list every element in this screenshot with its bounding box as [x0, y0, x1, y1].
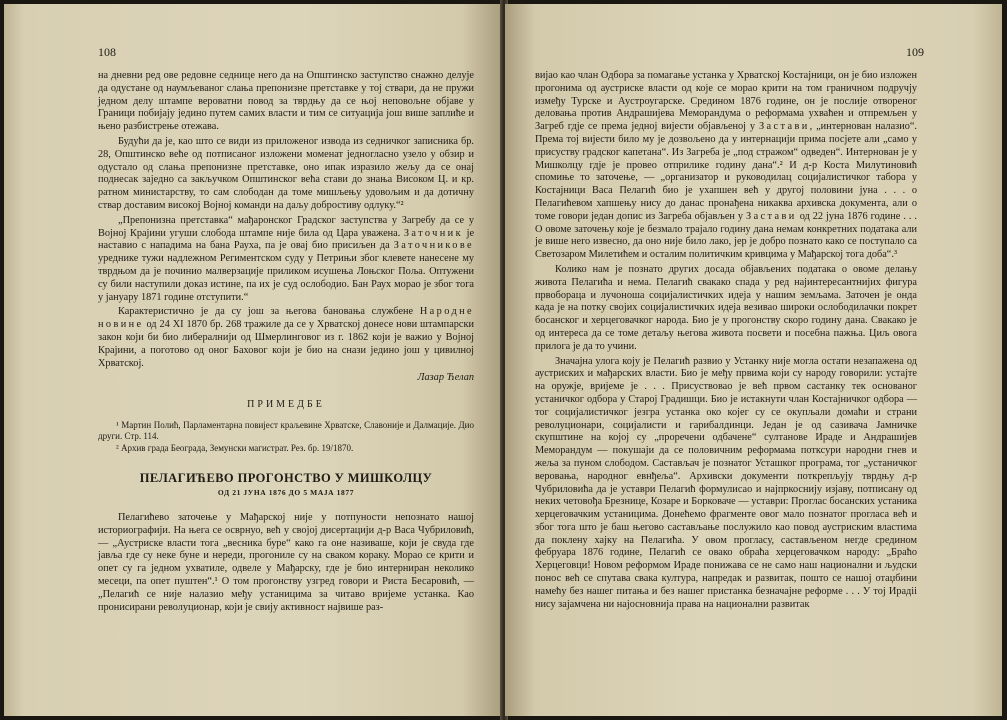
author-signature: Лазар Ћелап [417, 372, 474, 384]
paragraph: Пелагићево заточење у Мађарској није у потпуности непознато нашој историографији. На њега се осврнуо, већ у својој дисертацији д-р Васа Чубриловић, — „Аустриске власти тога „весника буре“ како га оне називаше, који је свуда где јавља где су неке буне и нереди, прогониле су на сваком кораку. Морао се крити и опет су га једном ухватиле, одвеле у Мађарску, где је био интерниран неколико месеци, па опет пуштен“.¹ О том прогонству узгред говори и Риста Бесаровић, — „Пелагић се није налазио међу устаницима за читаво вријеме устанка. Као пронисирани револуционар, који је свију активност највише раз- [98, 512, 474, 613]
right-page [505, 4, 1002, 716]
spaced-word: Застави [758, 121, 810, 133]
article-subtitle: ОД 21 ЈУНА 1876 ДО 5 МАЈА 1877 [217, 488, 355, 498]
page-number: 108 [98, 45, 116, 59]
paragraph: на дневни ред ове редовне седнице него да на Општинско заступство снажно делује да одустане од наумљеваног слања препонизне претставке у тој ствари, да не пружи једном делу штампе вероватни повод за тврдњу да се њој неповољне објаве у Граници побијају једино путем самих власти и тим се ситуација још више заплиће и њено разбистрење отежава. [98, 70, 474, 133]
left-text-column [98, 70, 474, 614]
paragraph: вијао као члан Одбора за помагање устанка у Хрватској Костајници, он је био изложен прогонима од аустриске власти од које се морао крити на том граничном подручју између Турске и Аустроугарске. Средином 1876 године, он је послије отвореног деловања против Андрашијева Меморандума о реформама ухваћен и отпремљен у Загреб гдје се према једној вијести објављеној у Застави, „интернован налазио“. Према тој вијести било му је дозвољено да у интернацији прима посјете али „само у присуству градског капетана“. Из Загреба је „под стражом“ одведен“. Интернован је у Мишколцу гдје је провео отприлике годину дана“.² И д-р Коста Милутиновић спомиње то заточење, — „организатор и руководилац социјалистичког табора у Костајници Васа Пелагић био је ухапшен већ у другој половини јуна . . . о Пелагићевом хапшењу нису до данас пронађена никаква архивска документа, али о томе говори један допис из Загреба објављен у Застави од 22 јуна 1876 године . . . О овоме заточењу које је безмало трајало годину дана немам конкретних података али је више него извесно, да оно није било лако, јер је добро познато како се поступало са Светозаром Милетићем и осталим политичким кривцима у Мађарској тога доба“.³ [535, 70, 918, 261]
paragraph: Будући да је, као што се види из приложеног извода из седничког записника бр. 28, Општинско веће од потписаног изложени моменат једногласно узело у обзир и одустало од слања препонизне претставке, оно ипак изразило жељу да се онај поднесак заједно са закључком Општинског већа стави до знања Високом Ц. и кр. ратном министарству, то сам слободан да томе мишљењу удовољим и да дотичну ствар доставим високој Војној команди на даљу добростиву одлуку.“² [98, 135, 474, 211]
article-title: ПЕЛАГИЋЕВО ПРОГОНСТВО У МИШКОЛЦУ [139, 471, 433, 486]
spaced-word: Заточник [403, 227, 463, 239]
spaced-word: Заточникове [393, 240, 474, 252]
spaced-word: Застави [746, 210, 797, 222]
notes-heading: ПРИМЕДБЕ [247, 399, 325, 411]
paragraph: „Препонизна претставка“ мађаронског Градског заступства у Загребу да се у Војној Крајини угуши слобода штампе није била од Цара уважена. Заточник је наставио с нападима на бана Рауха, па је овај био присиљен да Заточникове уреднике тужи надлежном Региментском суду у Петрињи због клевете нанесене му тврдњом да је починио малверзације приликом исушења Лоњског Поља. Оптужени су били наступили доказ истине, па их је суд ослободио. Бан Раух морао је због тога у јануару 1871 године отступити.“ [98, 214, 475, 303]
paragraph: Карактеристично је да су још за његова бановања службене Народне новине од 24 XI 1870 бр. 268 тражиле да се у Хрватској донесе нови штампарски закон који би био либералнији од Шмерлинговог из г. 1862 који је важио у Војној Крајини, а поготово од оног Баховог који је био на снази једино још у цивилној Хрватској. [98, 306, 474, 369]
left-page [4, 4, 502, 716]
footnote: ² Архив града Београда, Земунски магистрат. Рез. бр. 19/1870. [116, 442, 354, 453]
paragraph: Значајна улога коју је Пелагић развио у Устанку није могла остати незапажена од аустриских и мађарских власти. Био је међу првима који су народу говорили: устајте на оружје, вријеме је . . . Присуствовао је већ првом састанку тек основаног устаничког одбора у Старој Градишци. Био је истакнути члан Костајничког одбора — тог социјалистичког језгра устанка око којег су се окупљали домаћи и страни револуционари, социјалисти и гарибалдинци. Један је од сазивача Јамничке скупштине на којој су „проречени одбачене“ султанове Ираде и Андрашијев Меморандум — покушаји да се половичним реформама потксури народни гнев и жеља за пуном слободом. Састављач је познатог Усташког програма, тог „устаничког веровања, народног евнђеља“. Архивски документи поткрепљују тврдњу д-р Чубриловића да је уставри Пелагић формулисао и најпркоснију изјаву, потписану од неких четовођа Брезнице, Козаре и Борковаче — уставри: Проглас босанских устаника херцеговачким устаницима. Донећемо фрагменте овог мало познатог прогласа већ и због тога што је баш његово састављање послужило као повод аустриским властима да поклену хајку на Пелагића. У овом прогласу, састављеном негде средином фебруара 1876 године, Пелагић се овако обраћа херцеговачком народу: „Браћо Херцеговци! Новом реформом Ираде понижава се не само наш национални и људски понос већ се спутава свака култура, напредак и развитак, пошто се нашој отаџбини намећу без нашег питања и без нашег пристанка безначајне реформе . . . У тој Ирадii нису зајамчена ни најосновнија права на национални развитак [535, 355, 917, 610]
right-text-column [535, 70, 917, 611]
footnote: ¹ Мартин Полић, Парламентарна повијест краљевине Хрватске, Славоније и Далмације. Дио други. Стр. 114. [98, 419, 474, 442]
paragraph: Колико нам је познато других досада објављених података о овоме делању живота Пелагића и нема. Пелагић свакако спада у ред најинтересантнијих фигура првобораца и лучоноша социјалистичких идеја у нашим земљама. Заточен је онда када је на потку својих социјалистичких идеја везивао широки ослободилачки покрет босанског и херцеговачког народа. Био је у прогонству скоро годину дана. Свакако је од интереса да се томе детаљу његова живота посвети и посебна пажња. Циљ овога прилога је да то учини. [535, 263, 917, 352]
spaced-word: Народне новине [98, 306, 474, 331]
page-number: 109 [906, 45, 924, 59]
